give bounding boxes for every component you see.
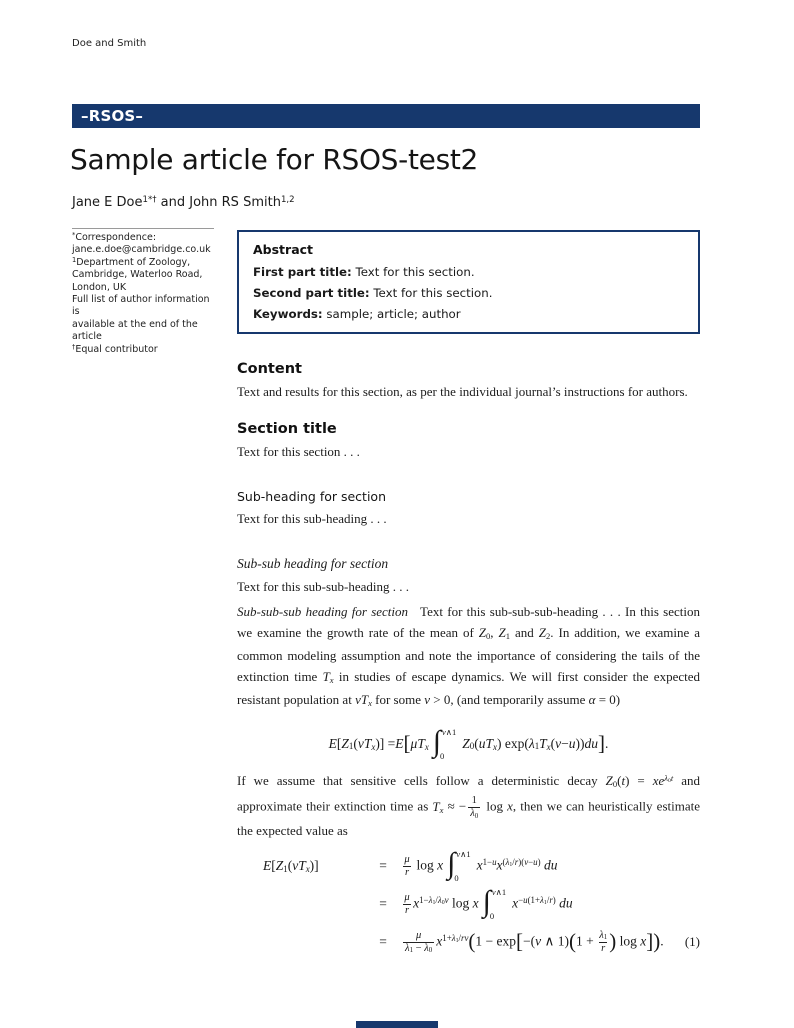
equation-row [263, 885, 700, 923]
authors-line: Jane E Doe$^{1*\dagger}$ and John RS Smith$^{1,2}$ [72, 195, 295, 210]
section-title-heading: Section title [237, 421, 337, 437]
equation-row [263, 847, 700, 885]
sub-sub-sub-text: Text for this sub-sub-sub-heading . . . In this section we examine the growth rate of the mean of $Z_0$, $Z_1$ and $Z_2$. In addition, we examine a common modeling assumption and note the importance of considering the tails of the extinction time $T_x$ in studies of escape dynamics. We will first consider the expected resistant population at $vT_x$ for some v > 0, (and temporarily assume α = 0) [237, 604, 701, 709]
sub-heading: Sub-heading for section [237, 489, 386, 504]
sub-sub-heading-paragraph: Text for this sub-sub-heading . . . [237, 579, 410, 594]
equation-relation: = [379, 934, 387, 950]
abstract-item-label: Second part title: [253, 286, 370, 300]
abstract-item-text: Text for this section. [373, 286, 493, 300]
equation-rhs: $\frac{\mu}{\lambda_1 - \lambda_0}$ $x^{1+\lambda_1/rv}(1 - \exp[-(v$ ∧ 1)(1 + $\frac{\lambda_1}{r}$ ) log x]). [405, 928, 664, 955]
equation-relation: = [379, 858, 387, 874]
equation-rhs: $\frac{\mu}{r}$ log x ∫ v∧1 0 $x^{1-u}x^{(\lambda_1/r)(v-u)}$ du [404, 847, 558, 884]
article-title: Sample article for RSOS-test2 [70, 143, 479, 176]
abstract-heading: Abstract [253, 242, 314, 257]
equation-row [263, 923, 700, 961]
sub-sub-sub-paragraph [237, 601, 700, 712]
abstract-item-label: First part title: [253, 265, 352, 279]
correspondence-text: *Correspondence: jane.e.doe@cambridge.co.uk $^1$Department of Zoology, Cambridge, Waterloo Road, London, UK Full list of author information is available at the end of the article †Equal contributor [72, 231, 211, 355]
equation-number: (1) [684, 934, 700, 950]
sub-sub-heading: Sub-sub heading for section [237, 556, 389, 571]
rsos-banner [72, 104, 700, 128]
display-equation-unnumbered: E [ Z $_1$ ( $vT_x$ )] = E [ $\mu T_x$ ∫ v∧1 0 Z $_0$ ( $uT_x$ ) exp( λ $_1$ $T_x$ ( v − u )) du ] . [328, 725, 609, 761]
abstract-item-text: sample; article; author [326, 307, 461, 321]
section-paragraph: Text for this section . . . [237, 444, 360, 459]
abstract-box [237, 230, 700, 334]
content-paragraph: Text and results for this section, as per the individual journal’s instructions for authors. [237, 384, 688, 399]
content-heading: Content [237, 361, 302, 377]
next-page-banner-sliver [356, 1021, 438, 1028]
equation-rhs: $\frac{\mu}{r}$ $x^{1-\lambda_1/\lambda_0v}$ log x ∫ v∧1 0 $x^{-u(1+\lambda_1/r)}$ du [404, 885, 573, 922]
correspondence-rule [72, 228, 214, 229]
abstract-item-second-part [253, 286, 684, 300]
sub-heading-paragraph: Text for this sub-heading . . . [237, 511, 387, 526]
abstract-item-label: Keywords: [253, 307, 323, 321]
estimate-paragraph: If we assume that sensitive cells follow a deterministic decay $Z_0(t) = xe^{\lambda_0t}$ and approximate their extinction time as $T_x$ ≈ − $\frac{1}{\lambda_0}$ log x, then we can heuristically estimate the expected value as [237, 772, 700, 839]
article-body [237, 361, 700, 961]
rsos-banner-label: –RSOS– [81, 107, 144, 125]
sub-sub-sub-heading: Sub-sub-sub heading for section [237, 604, 409, 619]
equation-array-1 [237, 847, 700, 961]
abstract-item-keywords [253, 307, 684, 321]
abstract-item-first-part [253, 265, 684, 279]
running-head: Doe and Smith [72, 38, 147, 49]
equation-lhs: $E[Z_1(vT_x)]$ [263, 858, 319, 875]
correspondence-block [72, 228, 214, 356]
equation-relation: = [379, 896, 387, 912]
abstract-item-text: Text for this section. [355, 265, 475, 279]
